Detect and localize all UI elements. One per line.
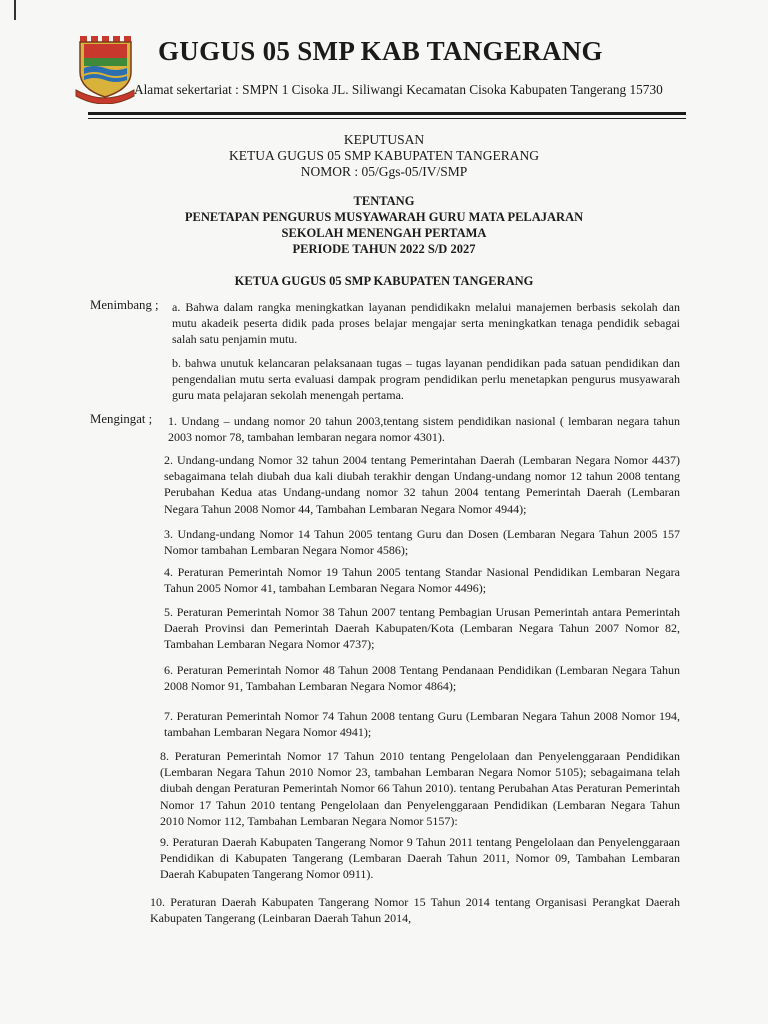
decree-subject-line-2: SEKOLAH MENENGAH PERTAMA: [281, 226, 487, 240]
mengingat-item-2: 2. Undang-undang Nomor 32 tahun 2004 tentang Pemerintahan Daerah (Lembaran Negara Nomor 4437) sebagaimana telah diubah dua kali diubah terakhir dengan Undang-undang nomor 12 tahun 2008 tentang Perubahan Kedua atas Undang-undang nomor 32 tahun 2004 tentang Pemerintah Daerah (Lembaran Negara Tahun 2008 Nomor 44, Tambahan Lembaran Negara Nomor 4944);: [164, 453, 680, 516]
kabupaten-tangerang-logo-icon: [74, 34, 136, 104]
mengingat-item-3: 3. Undang-undang Nomor 14 Tahun 2005 tentang Guru dan Dosen (Lembaran Negara Tahun 2005 157 Nomor tambahan Lembaran Negara Nomor 4586);: [164, 527, 680, 558]
menimbang-label: Menimbang ;: [90, 298, 159, 312]
mengingat-item-7: 7. Peraturan Pemerintah Nomor 74 Tahun 2008 tentang Guru (Lembaran Negara Tahun 2008 Nomor 194, tambahan Lembaran Negara Nomor 4941);: [164, 709, 680, 740]
decree-subject-line-1: PENETAPAN PENGURUS MUSYAWARAH GURU MATA PELAJARAN: [184, 210, 584, 224]
mengingat-label: Mengingat ;: [90, 412, 153, 426]
mengingat-item-9: 9. Peraturan Daerah Kabupaten Tangerang Nomor 9 Tahun 2011 tentang Pengelolaan dan Penyelenggaraan Pendidikan di Kabupaten Tangerang (Lembaran Daerah Tahun 2011, Nomor 09, Tambahan Lembaran Daerah Kabupaten Tangerang Nomor 0911).: [160, 835, 680, 882]
menimbang-item-a: a. Bahwa dalam rangka meningkatkan layanan pendidikakn melalui manajemen berbasis sekolah dan mutu akadeik peserta didik pada proses belajar mengajar serta meningkatkan tenaga pendidik sebagai salah satu penjamin mutu.: [172, 300, 680, 347]
letterhead-rule-thick: [88, 112, 686, 115]
decree-number: NOMOR : 05/Ggs-05/IV/SMP: [300, 164, 468, 179]
secretariat-address: Alamat sekertariat : SMPN 1 Cisoka JL. Siliwangi Kecamatan Cisoka Kabupaten Tangerang 15730: [134, 82, 663, 97]
letterhead-rule-thin: [88, 118, 686, 119]
menimbang-item-b: b. bahwa unutuk kelancaran pelaksanaan tugas – tugas layanan pendidikan pada satuan pendidikan dan pengendalian mutu serta evaluasi dampak program pendidikan perlu menetapkan pengurus musyawarah guru mata pelajaran sekolah menengah pertama.: [172, 356, 680, 403]
mengingat-item-10: 10. Peraturan Daerah Kabupaten Tangerang Nomor 15 Tahun 2014 tentang Organisasi Perangkat Daerah Kabupaten Tangerang (Leinbaran Daerah Tahun 2014,: [150, 895, 680, 926]
decree-about: TENTANG: [353, 194, 415, 208]
chair-heading: KETUA GUGUS 05 SMP KABUPATEN TANGERANG: [234, 274, 534, 288]
decree-label: KEPUTUSAN: [343, 132, 425, 147]
mengingat-item-6: 6. Peraturan Pemerintah Nomor 48 Tahun 2008 Tentang Pendanaan Pendidikan (Lembaran Negara Tahun 2008 Nomor 91, Tambahan Lembaran Negara Nomor 4864);: [164, 663, 680, 694]
organization-title: GUGUS 05 SMP KAB TANGERANG: [158, 36, 603, 66]
mengingat-item-8: 8. Peraturan Pemerintah Nomor 17 Tahun 2010 tentang Pengelolaan dan Penyelenggaraan Pendidikan (Lembaran Negara Tahun 2010 Nomor 23, tambahan Lembaran Negara Nomor 5105); sebagaimana telah diubah dengan Peraturan Pemerintah Nomor 66 Tahun 2010). tentang Perubahan Atas Peraturan Pemerintah Nomor 17 Tahun 2010 tentang Pengelolaan dan Penyelenggaraan Pendidikan (Lembaran Negara Tahun 2010 Nomor 112, Tambahan Lembaran Negara Nomor 5157):: [160, 749, 680, 828]
decree-issuer: KETUA GUGUS 05 SMP KABUPATEN TANGERANG: [228, 148, 540, 163]
decree-subject-line-3: PERIODE TAHUN 2022 S/D 2027: [292, 242, 476, 256]
scan-edge-mark: [14, 0, 16, 20]
mengingat-item-5: 5. Peraturan Pemerintah Nomor 38 Tahun 2007 tentang Pembagian Urusan Pemerintah antara Pemerintah Daerah Provinsi dan Pemerintah Daerah Kabupaten/Kota (Lembaran Negara Tahun 2007 Nomor 82, Tambahan Lembaran Negara Nomor 4737);: [164, 605, 680, 652]
mengingat-item-4: 4. Peraturan Pemerintah Nomor 19 Tahun 2005 tentang Standar Nasional Pendidikan Lembaran Negara Tahun 2005 Nomor 41, tambahan Lembaran Negara Nomor 4496);: [164, 565, 680, 596]
mengingat-item-1: 1. Undang – undang nomor 20 tahun 2003,tentang sistem pendidikan nasional ( lembaran negara tahun 2003 nomor 78, tambahan lembaran negara nomor 4301).: [168, 414, 680, 445]
